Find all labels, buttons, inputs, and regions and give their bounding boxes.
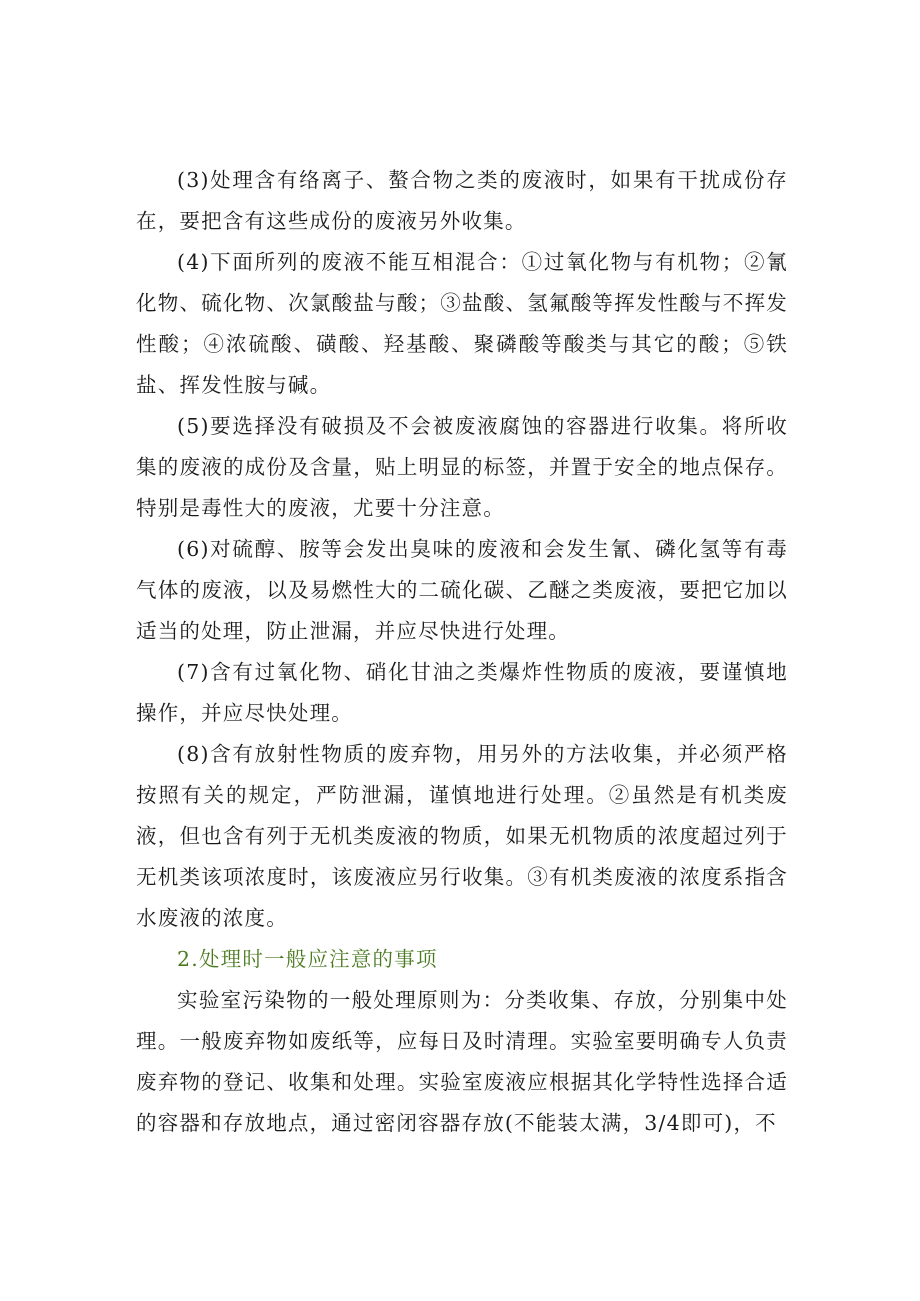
paragraph-item-6: (6)对硫醇、胺等会发出臭味的废液和会发生氰、磷化氢等有毒气体的废液，以及易燃性大的二硫化碳、乙醚之类废液，要把它加以适当的处理，防止泄漏，并应尽快进行处理。 xyxy=(136,537,788,643)
paragraph-item-7: (7)含有过氧化物、硝化甘油之类爆炸性物质的废液，要谨慎地操作，并应尽快处理。 xyxy=(136,660,788,725)
section-heading: 2.处理时一般应注意的事项 xyxy=(177,947,438,971)
paragraph-item-8: (8)含有放射性物质的废弃物，用另外的方法收集，并必须严格按照有关的规定，严防泄漏，谨慎地进行处理。②虽然是有机类废液，但也含有列于无机类废液的物质，如果无机物质的浓度超过列于无机类该项浓度时，该废液应另行收集。③有机类废液的浓度系指含水废液的浓度。 xyxy=(136,742,788,930)
document-body xyxy=(136,160,788,1144)
paragraph-item-5: (5)要选择没有破损及不会被废液腐蚀的容器进行收集。将所收集的废液的成份及含量，贴上明显的标签，并置于安全的地点保存。特别是毒性大的废液，尤要十分注意。 xyxy=(136,414,788,520)
paragraph-item-4: (4)下面所列的废液不能互相混合：①过氧化物与有机物；②氰化物、硫化物、次氯酸盐与酸；③盐酸、氢氟酸等挥发性酸与不挥发性酸；④浓硫酸、磺酸、羟基酸、聚磷酸等酸类与其它的酸；⑤铁盐、挥发性胺与碱。 xyxy=(136,250,788,397)
section-body-paragraph: 实验室污染物的一般处理原则为：分类收集、存放，分别集中处理。一般废弃物如废纸等，应每日及时清理。实验室要明确专人负责废弃物的登记、收集和处理。实验室废液应根据其化学特性选择合适的容器和存放地点，通过密闭容器存放(不能装太满，3/4即可)，不 xyxy=(136,988,788,1135)
paragraph-item-3: (3)处理含有络离子、螯合物之类的废液时，如果有干扰成份存在，要把含有这些成份的废液另外收集。 xyxy=(136,168,788,233)
